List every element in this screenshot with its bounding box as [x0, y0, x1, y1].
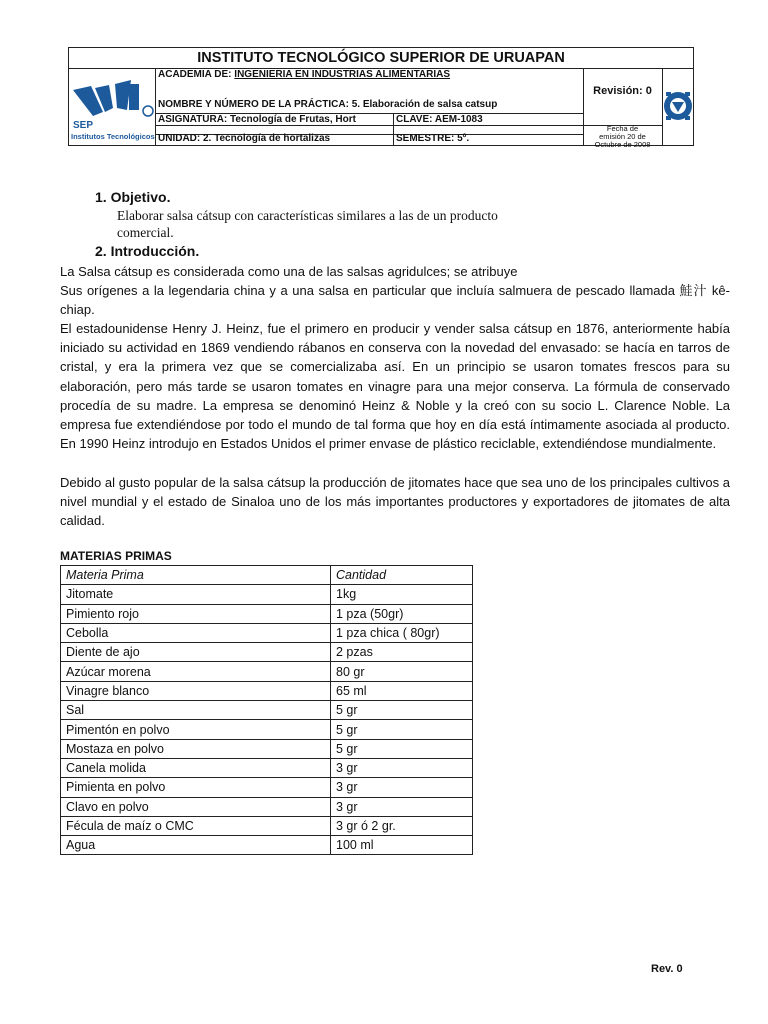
table-row [61, 604, 473, 623]
table-row [61, 720, 473, 739]
academia-line: ACADEMIA DE: INGENIERIA EN INDUSTRIAS ALIMENTARIAS [158, 69, 451, 80]
materias-primas-table [60, 565, 473, 855]
materia-cell: Vinagre blanco [61, 681, 331, 700]
cantidad-cell: 65 ml [331, 681, 473, 700]
introduccion-title: 2. Introducción. [95, 243, 200, 259]
table-row [61, 623, 473, 642]
cantidad-cell: 2 pzas [331, 643, 473, 662]
semestre: SEMESTRE: 5º. [396, 133, 470, 144]
table-header-row [61, 566, 473, 585]
intro-paragraph-4: Debido al gusto popular de la salsa cátsup la producción de jitomates hace que sea uno de los principales cultivos a nivel mundial y el estado de Sinaloa uno de los más importantes productores y exportadores de jitomates de alta calidad. [60, 475, 730, 529]
cantidad-cell: 100 ml [331, 836, 473, 855]
materias-primas-title: MATERIAS PRIMAS [60, 549, 172, 563]
materia-cell: Pimiento rojo [61, 604, 331, 623]
practica-name: NOMBRE Y NÚMERO DE LA PRÁCTICA: 5. Elaboración de salsa catsup [158, 99, 498, 110]
gear-emblem-icon [662, 68, 693, 145]
cantidad-cell: 1kg [331, 585, 473, 604]
cantidad-cell: 5 gr [331, 701, 473, 720]
materia-cell: Pimentón en polvo [61, 720, 331, 739]
materia-cell: Cebolla [61, 623, 331, 642]
footer-revision: Rev. 0 [651, 963, 683, 975]
materia-cell: Clavo en polvo [61, 797, 331, 816]
cantidad-cell: 80 gr [331, 662, 473, 681]
materia-cell: Agua [61, 836, 331, 855]
table-row [61, 662, 473, 681]
materia-cell: Azúcar morena [61, 662, 331, 681]
document-header [68, 47, 694, 149]
sep-logo [69, 68, 156, 145]
materia-cell: Sal [61, 701, 331, 720]
table-row [61, 585, 473, 604]
table-row [61, 758, 473, 777]
objetivo-text: Elaborar salsa cátsup con características similares a las de un producto comercial. [117, 208, 498, 240]
materia-cell: Mostaza en polvo [61, 739, 331, 758]
table-row [61, 643, 473, 662]
asignatura: ASIGNATURA: Tecnología de Frutas, Hort [158, 114, 356, 125]
cantidad-cell: 3 gr [331, 758, 473, 777]
intro-paragraph-3: El estadounidense Henry J. Heinz, fue el primero en producir y vender salsa cátsup en 1876, anteriormente había iniciado su actividad en 1869 vendiendo rábanos en conserva con la novedad del envasado: se hacía en tarros de cristal, y era la primera vez que se comercializaba así. En un principio se usaron tomates frescos para su elaboración, pero más tarde se usaron tomates en vinagre para una mejor conserva. La fórmula de conservado procedía de su madre. La empresa se denominó Heinz & Noble y la creó con su socio L. Clarence Noble. La empresa fue extendiéndose por todo el mundo de tal forma que hoy en día está íntimamente asociada al producto. En 1990 Heinz introdujo en Estados Unidos el primer envase de plástico reciclable, extendiéndose mundialmente. [60, 321, 730, 452]
table-row [61, 739, 473, 758]
intro-paragraph-2: Sus orígenes a la legendaria china y a una salsa en particular que incluía salmuera de pescado llamada 鮭汁 kê-chiap. [60, 283, 730, 318]
intro-paragraph-1: La Salsa cátsup es considerada como una de las salsas agridulces; se atribuye [60, 264, 518, 279]
revision: Revisión: 0 [593, 85, 652, 97]
unidad: UNIDAD: 2. Tecnología de hortalizas [158, 133, 331, 144]
cantidad-cell: 3 gr [331, 797, 473, 816]
academia-value: INGENIERIA EN INDUSTRIAS ALIMENTARIAS [234, 69, 451, 80]
institutos-logo-text: Institutos Tecnológicos [71, 132, 155, 141]
cantidad-cell: 3 gr [331, 778, 473, 797]
cantidad-cell: 5 gr [331, 739, 473, 758]
table-row [61, 836, 473, 855]
materia-cell: Materia Prima [61, 566, 331, 585]
institute-title: INSTITUTO TECNOLÓGICO SUPERIOR DE URUAPAN [69, 48, 693, 69]
cantidad-cell: 3 gr ó 2 gr. [331, 816, 473, 835]
materia-cell: Diente de ajo [61, 643, 331, 662]
sep-logo-text: SEP [73, 120, 94, 131]
materia-cell: Fécula de maíz o CMC [61, 816, 331, 835]
table-row [61, 816, 473, 835]
objetivo-title: 1. Objetivo. [95, 189, 171, 205]
cantidad-cell: 1 pza chica ( 80gr) [331, 623, 473, 642]
materia-cell: Jitomate [61, 585, 331, 604]
cantidad-cell: 5 gr [331, 720, 473, 739]
fecha-emision: Fecha de emisión 20 de Octubre de 2008 [594, 124, 651, 149]
clave: CLAVE: AEM-1083 [396, 114, 483, 125]
cantidad-cell: Cantidad [331, 566, 473, 585]
table-row [61, 681, 473, 700]
table-row [61, 701, 473, 720]
table-row [61, 778, 473, 797]
table-row [61, 797, 473, 816]
materia-cell: Canela molida [61, 758, 331, 777]
materia-cell: Pimienta en polvo [61, 778, 331, 797]
cantidad-cell: 1 pza (50gr) [331, 604, 473, 623]
